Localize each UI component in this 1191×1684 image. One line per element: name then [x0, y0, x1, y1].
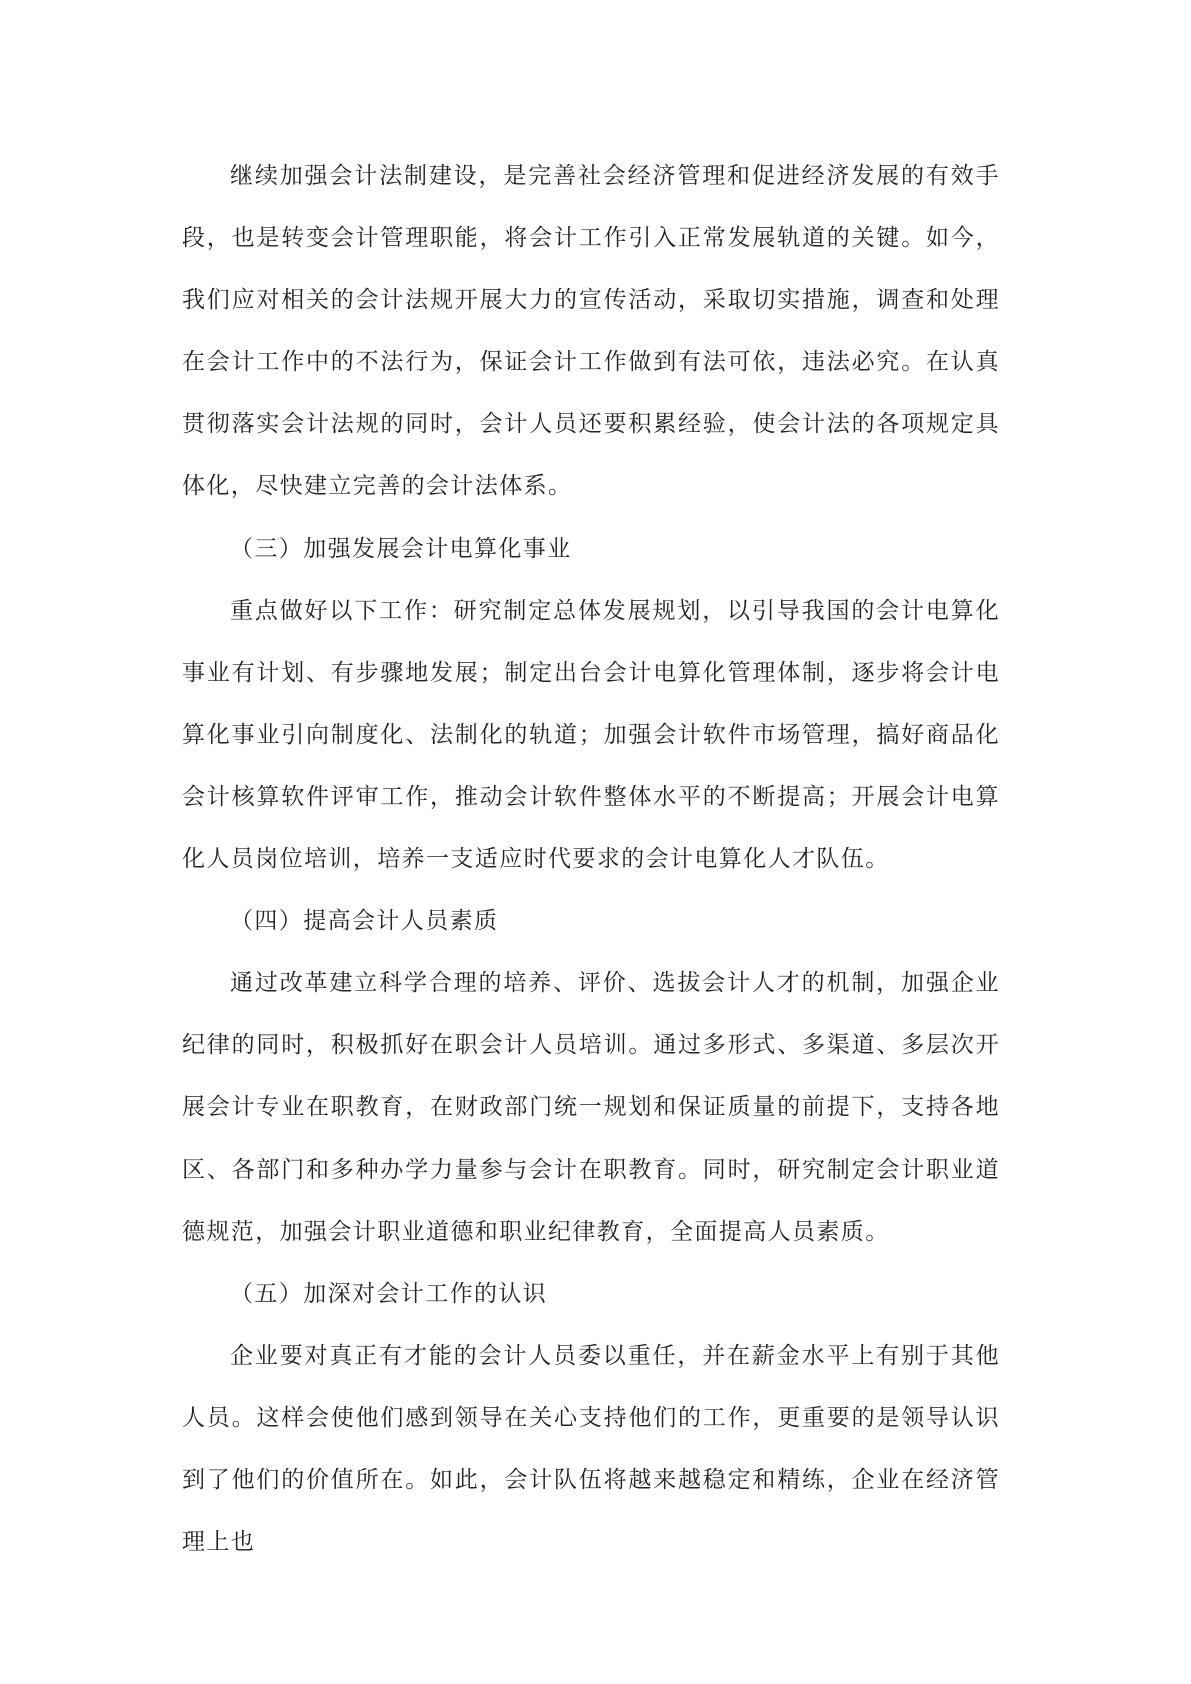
section-heading-4: （四）提高会计人员素质: [230, 908, 499, 935]
paragraph-understanding: 企业要对真正有才能的会计人员委以重任，并在薪金水平上有别于其他人员。这样会使他们感到领导在关心支持他们的工作，更重要的是领导认识到了他们的价值所在。如此，会计队伍将越来越稳定和精练，企业在经济管理上也: [182, 1342, 1000, 1556]
paragraph-legal-construction: 继续加强会计法制建设，是完善社会经济管理和促进经济发展的有效手段，也是转变会计管理职能，将会计工作引入正常发展轨道的关键。如今，我们应对相关的会计法规开展大力的宣传活动，采取切实措施，调查和处理在会计工作中的不法行为，保证会计工作做到有法可依，违法必究。在认真贯彻落实会计法规的同时，会计人员还要积累经验，使会计法的各项规定具体化，尽快建立完善的会计法体系。: [182, 163, 1000, 500]
section-heading-5: （五）加深对会计工作的认识: [230, 1280, 548, 1307]
paragraph-staff-quality: 通过改革建立科学合理的培养、评价、选拔会计人才的机制，加强企业纪律的同时，积极抓好在职会计人员培训。通过多形式、多渠道、多层次开展会计专业在职教育，在财政部门统一规划和保证质量的前提下，支持各地区、各部门和多种办学力量参与会计在职教育。同时，研究制定会计职业道德规范，加强会计职业道德和职业纪律教育，全面提高人员素质。: [182, 970, 1000, 1245]
section-heading-3: （三）加强发展会计电算化事业: [230, 535, 572, 562]
document-body: [182, 145, 1000, 1573]
paragraph-computerization: 重点做好以下工作：研究制定总体发展规划，以引导我国的会计电算化事业有计划、有步骤地发展；制定出台会计电算化管理体制，逐步将会计电算化事业引向制度化、法制化的轨道；加强会计软件市场管理，搞好商品化会计核算软件评审工作，推动会计软件整体水平的不断提高；开展会计电算化人员岗位培训，培养一支适应时代要求的会计电算化人才队伍。: [182, 597, 1000, 873]
